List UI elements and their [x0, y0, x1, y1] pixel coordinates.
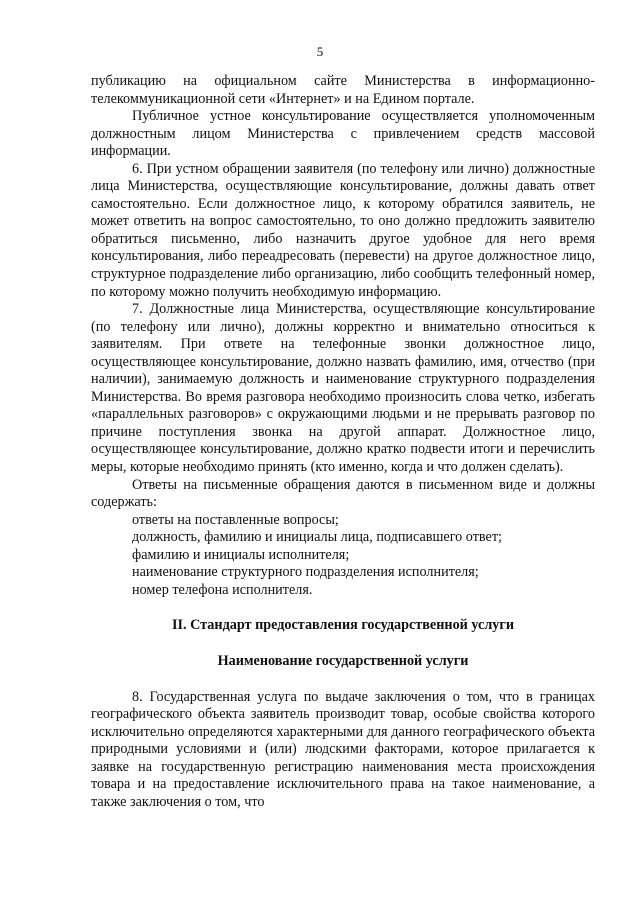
list-item: ответы на поставленные вопросы;: [132, 511, 339, 528]
list-item: номер телефона исполнителя.: [132, 581, 313, 598]
page-number: 5: [316, 44, 324, 59]
list-item: должность, фамилию и инициалы лица, подписавшего ответ;: [132, 529, 502, 546]
list-item: наименование структурного подразделения исполнителя;: [132, 564, 479, 581]
subsection-heading: Наименование государственной услуги: [217, 652, 469, 669]
paragraph-item-6: 6. При устном обращении заявителя (по телефону или лично) должностные лица Министерства, осуществляющие консультирование, должны давать ответ самостоятельно. Если должностное лицо, к которому обратился заявитель, не может ответить на вопрос самостоятельно, то оно должно предложить заявителю обратиться письменно, либо назначить другое удобное для него время консультирования, либо переадресовать (перевести) на другое должностное лицо, структурное подразделение либо организацию, либо сообщить телефонный номер, по которому можно получить необходимую информацию.: [91, 160, 595, 300]
section-heading: II. Стандарт предоставления государственной услуги: [171, 617, 515, 634]
paragraph-item-8: 8. Государственная услуга по выдаче заключения о том, что в границах географического объекта заявитель производит товар, особые свойства которого исключительно определяются характерными для данного географического объекта природными условиями и (или) людскими факторами, которое прилагается к заявке на государственную регистрацию наименования места происхождения товара и на предоставление исключительного права на такое наименование, а также заключения о том, что: [91, 688, 595, 810]
paragraph-public-consulting: Публичное устное консультирование осуществляется уполномоченным должностным лицом Министерства с привлечением средств массовой информации.: [91, 108, 595, 160]
paragraph-written-answers: Ответы на письменные обращения даются в письменном виде и должны содержать:: [91, 476, 595, 511]
paragraph-item-7: 7. Должностные лица Министерства, осуществляющие консультирование (по телефону или лично), должны корректно и внимательно относиться к заявителям. При ответе на телефонные звонки должностное лицо, осуществляющее консультирование, должно назвать фамилию, имя, отчество (при наличии), занимаемую должность и наименование структурного подразделения Министерства. Во время разговора необходимо произносить слова четко, избегать «параллельных разговоров» с окружающими людьми и не прерывать разговор по причине поступления звонка на другой аппарат. Должностное лицо, осуществляющее консультирование, должно кратко подвести итоги и перечислить меры, которые необходимо принять (кто именно, когда и что должен сделать).: [91, 301, 595, 476]
list-item: фамилию и инициалы исполнителя;: [132, 546, 350, 563]
paragraph-continuation: публикацию на официальном сайте Министерства в информационно-телекоммуникационной сети «Интернет» и на Едином портале.: [91, 73, 595, 107]
document-body: [91, 73, 595, 811]
